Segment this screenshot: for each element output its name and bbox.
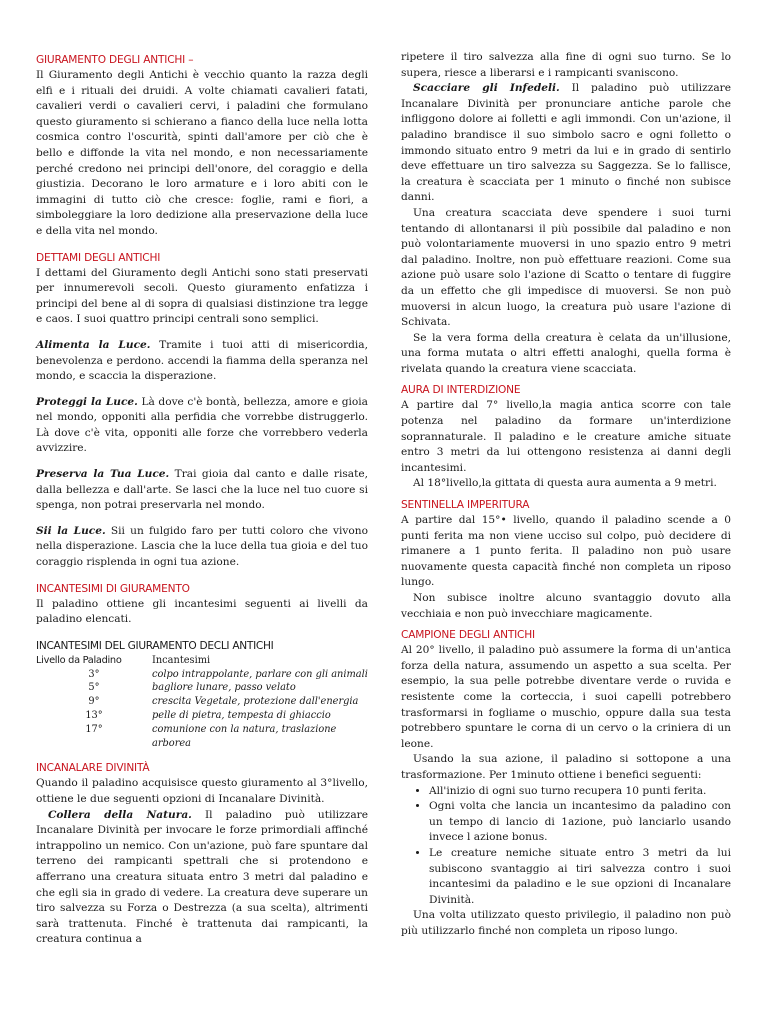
oath-heading: GIURAMENTO DEGLI ANTICHI – [36,54,194,66]
column-header-level: Livello da Paladino [36,654,122,666]
aura-heading: AURA DI INTERDIZIONE [401,384,521,397]
list-item: • Ogni volta che lancia un incantesimo da paladino con un tempo di lancio di 1azione, può lanciarlo usando invece l azione bonus. [429,799,731,846]
tenet-text: Trai gioia dal canto e dalle risate, dalla bellezza e dall'arte. Se lasci che la luce nel tuo cuore si spenga, non potrai preservarla nel mondo. [36,468,368,512]
tenet-text: Là dove c'è bontà, bellezza, amore e gioia nel mondo, opponiti alla perfidia che vorrebbe distruggerlo. Là dove c'è vita, opponiti alle forze che vorrebbero vederla avvizzire. [36,395,368,455]
tenet-title: Sii la Luce. [36,524,106,537]
column-header-spells: Incantesimi [152,654,211,666]
row-spells: comunione con la natura, traslazione arborea [152,723,337,749]
tenet-title: Preserva la Tua Luce. [36,468,170,481]
illusion-paragraph: Se la vera forma della creatura è celata da un'illusione, una forma mutata o altri effetti analoghi, quella forma è rivelata quando la creatura viene scacciata. [401,331,731,375]
natures-wrath-paragraph [36,808,368,948]
aura-range-paragraph: Al 18°livello,la gittata di questa aura aumenta a 9 metri. [413,477,717,490]
table-row [36,695,368,709]
row-level: 13° [85,710,103,721]
aura-paragraph: A partire dal 7° livello,la magia antica scorre con tale potenza nel paladino da formare un'interdizione soprannaturale. Il paladino e le creature amiche situate entro 3 metri da lui ottengono resistenza ai danni degli incantesimi. [401,399,731,474]
list-item: • Le creature nemiche situate entro 3 metri da lui subiscono svantaggio ai tiri salvezza contro i suoi incantesimi da paladino e le sue opzioni di Incanalare Divinità. [429,846,731,908]
champion-heading: CAMPIONE DEGLI ANTICHI [401,629,535,642]
tenets-paragraph: I dettami del Giuramento degli Antichi sono stati preservati per innumerevoli secoli. Questo giuramento enfatizza i principi del bene al di sopra di qualsiasi distinzione tra legge e caos. I suoi quattro principi centrali sono semplici. [36,266,368,326]
table-row [36,668,368,682]
channel-divinity-heading: INCANALARE DIVINITÀ [36,762,150,775]
tenet-item [36,395,368,457]
turn-faithless-title: Scacciare gli Infedeli. [413,82,560,95]
turn-faithless-text: Il paladino può utilizzare Incanalare Divinità per pronunciare antiche parole che infliggono dolore ai folletti e agli immondi. Con un'azione, il paladino brandisce il suo simbolo sacro e ogni folletto o immondo situato entro 9 metri da lui e in grado di sentirlo deve effettuare un tiro salvezza su Saggezza. Se lo fallisce, la creatura è scacciata per 1 minuto o finché non subisce danni. [401,82,731,204]
natures-wrath-text: Il paladino può utilizzare Incanalare Divinità per invocare le forze primordiali affinché intrappolino un nemico. Con un'azione, può fare spuntare dal terreno dei rampicanti spettrali che si protendono e afferrano una creatura situata entro 3 metri dal paladino e che egli sia in grado di vedere. La creatura deve superare un tiro salvezza su Forza o Destrezza (a sua scelta), altrimenti sarà trattenuta. Finché è trattenuta dai rampicanti, la creatura continua a [36,808,368,946]
row-level: 5° [88,682,100,694]
oath-paragraph: Il Giuramento degli Antichi è vecchio quanto la razza degli elfi e i rituali dei druidi. A volte chiamati cavalieri fatati, cavalieri verdi o cavalieri cervi, i paladini che formulano questo giuramento si schierano a fianco della luce nella lotta cosmica contro l'oscurità, spinti dall'amore per ciò che è bello e diffonde la vita nel mondo, e non necessariamente perché credono nei principi dell'onore, del coraggio e della giustizia. Decorano le loro armature e i loro abiti con le immagini di tutto ciò che cresce: foglie, rami e fiori, a simboleggiare la loro dedizione alla preservazione della luce e della vita nel mondo. [36,69,368,237]
champion-final-paragraph: Una volta utilizzato questo privilegio, il paladino non può più utilizzarlo finché non completa un riposo lungo. [401,909,731,937]
table-row [36,709,368,723]
tenet-item [36,467,368,514]
sentinel-paragraph: A partire dal 15°• livello, quando il paladino scende a 0 punti ferita ma non viene ucciso sul colpo, può decidere di rimanere a 1 punto ferita. Il paladino non può usare nuovamente questa capacità finché non completa un riposo lungo. [401,514,731,589]
row-spells: crescita Vegetale, protezione dall'energia [152,696,359,708]
table-row [36,681,368,695]
natures-wrath-title: Collera della Natura. [48,808,192,821]
row-level: 17° [85,723,103,735]
right-column [401,50,731,939]
row-spells: colpo intrappolante, parlare con gli animali [152,668,368,680]
tenet-item [36,338,368,385]
left-column [36,52,368,948]
row-spells: bagliore lunare, passo velato [152,682,296,694]
sentinel-heading: SENTINELLA IMPERITURA [401,499,530,512]
tenet-item [36,524,368,571]
champion-paragraph: Al 20° livello, il paladino può assumere la forma di un'antica forza della natura, assumendo un aspetto a sua scelta. Per esempio, la sua pelle potrebbe diventare verde o ruvida e resistente come la corteccia, i suoi capelli potrebbero trasformarsi in fogliame o muschio, oppure dalla sua testa potrebbero spuntare le corna di un cervo o la criniera di un leone. [401,644,731,750]
oath-spells-paragraph: Il paladino ottiene gli incantesimi seguenti ai livelli da paladino elencati. [36,597,368,626]
spells-table [36,654,368,751]
champion-benefits-list [401,784,731,909]
list-item: • All'inizio di ogni suo turno recupera 10 punti ferita. [429,784,731,800]
row-spells: pelle di pietra, tempesta di ghiaccio [152,710,331,721]
natures-wrath-continued: ripetere il tiro salvezza alla fine di ogni suo turno. Se lo supera, riesce a liberarsi e i rampicanti svaniscono. [401,51,731,79]
row-level: 3° [88,668,100,680]
sentinel-aging-paragraph: Non subisce inoltre alcuno svantaggio dovuto alla vecchiaia e non può invecchiare magicamente. [401,592,731,620]
turned-creature-paragraph: Una creatura scacciata deve spendere i suoi turni tentando di allontanarsi il più possibile dal paladino e non può volontariamente muoversi in uno spazio entro 9 metri dal paladino. Inoltre, non può effettuare reazioni. Come sua azione può usare solo l'azione di Scatto o tentare di fuggire da un effetto che gli impedisce di muoversi. Se non può muoversi in alcun luogo, la creatura può usare l'azione di Schivata. [401,206,731,329]
oath-spells-heading: INCANTESIMI DI GIURAMENTO [36,582,190,595]
table-header-row [36,654,368,668]
table-row [36,723,368,751]
tenets-heading: DETTAMI DEGLI ANTICHI [36,251,161,264]
channel-divinity-paragraph: Quando il paladino acquisisce questo giuramento al 3°livello, ottiene le due seguenti opzioni di Incanalare Divinità. [36,777,368,805]
spells-table-title: INCANTESIMI DEL GIURAMENTO DECLI ANTICHI [36,639,274,652]
tenet-text: Sii un fulgido faro per tutti coloro che vivono nella disperazione. Lascia che la luce della tua gioia e del tuo coraggio risplenda in ogni tua azione. [36,524,368,569]
champion-transform-paragraph: Usando la sua azione, il paladino si sottopone a una trasformazione. Per 1minuto ottiene i benefici seguenti: [401,753,731,781]
tenet-title: Alimenta la Luce. [36,338,151,351]
turn-faithless-paragraph [401,81,731,206]
tenet-text: Tramite i tuoi atti di misericordia, benevolenza e perdono. accendi la fiamma della speranza nel mondo, e scaccia la disperazione. [36,338,368,383]
tenet-title: Proteggi la Luce. [36,395,138,408]
row-level: 9° [88,696,100,708]
